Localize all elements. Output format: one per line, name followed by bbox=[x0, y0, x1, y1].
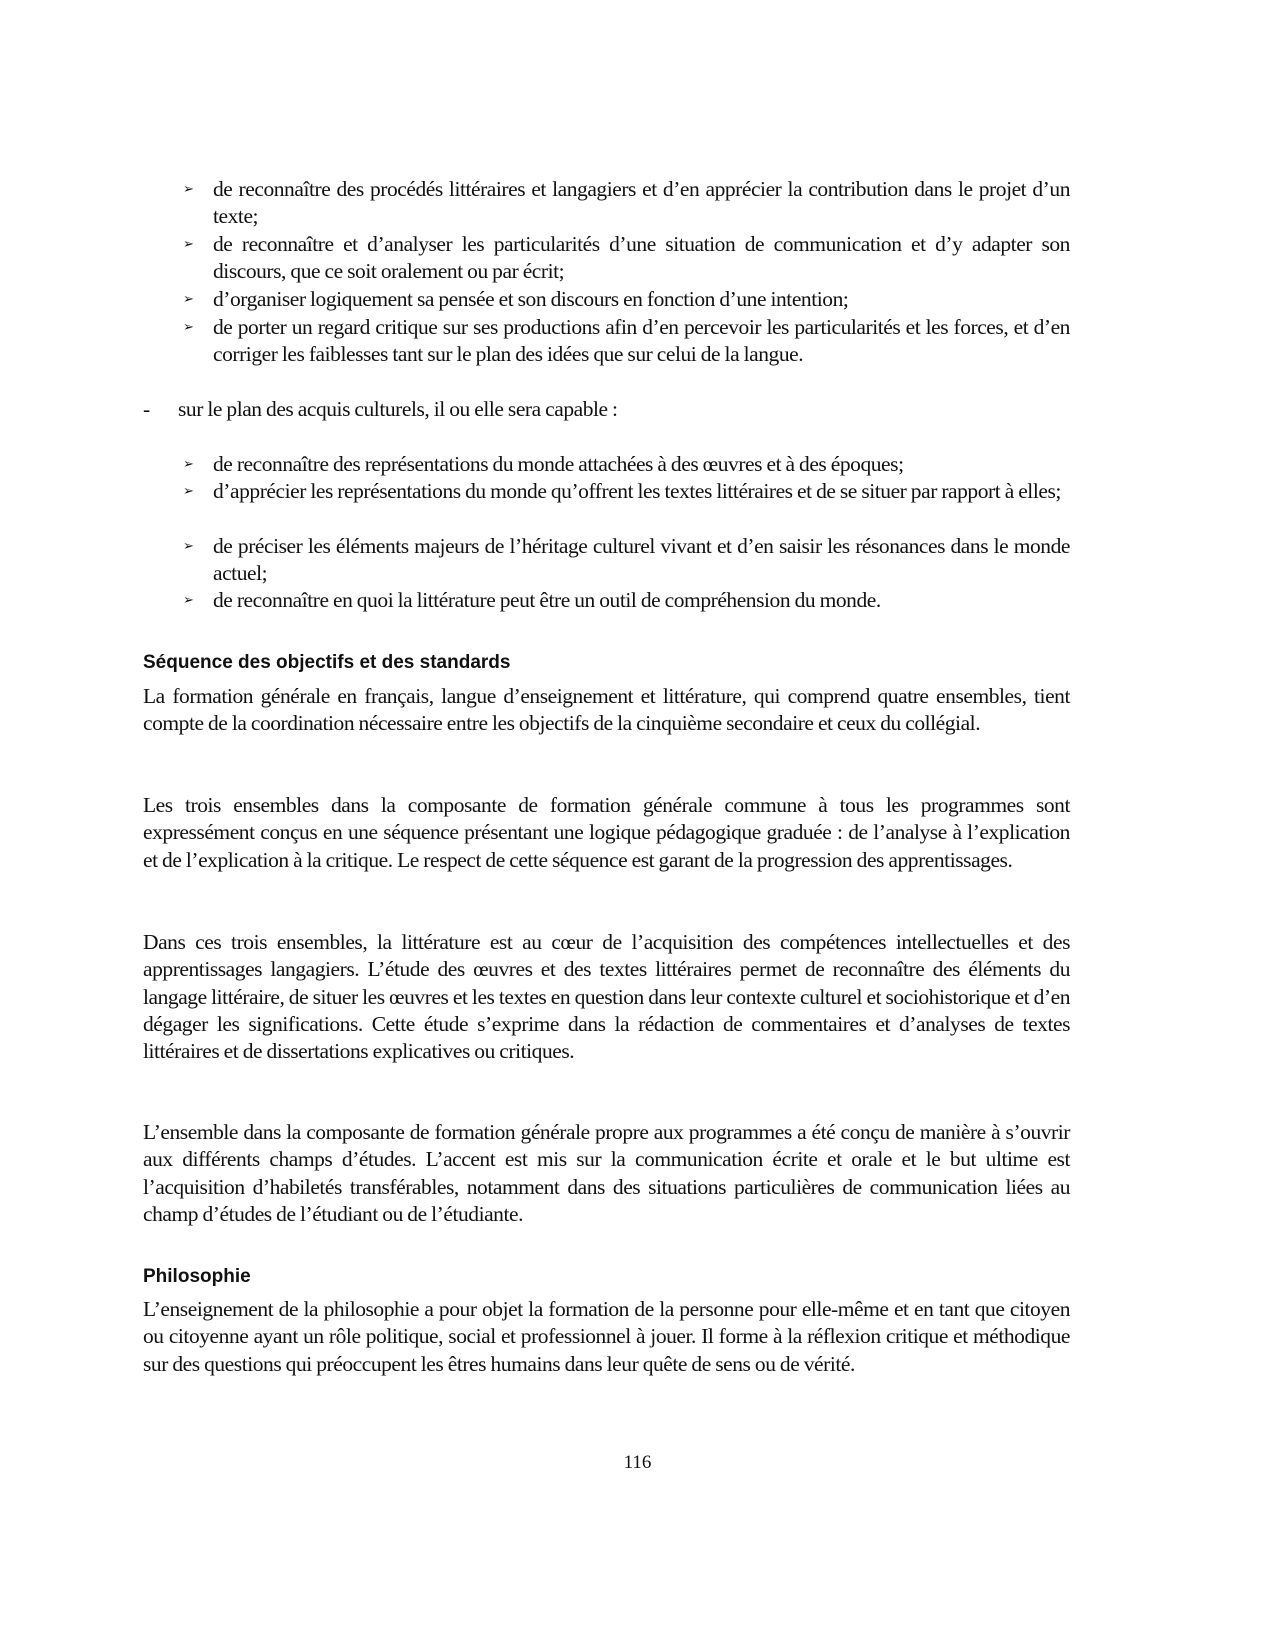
arrow-bullet-icon: ➢ bbox=[183, 320, 194, 335]
paragraph: Dans ces trois ensembles, la littérature est au cœur de l’acquisition des compétences intellectuelles et des apprentissages langagiers. L’étude des œuvres et des textes littéraires permet de reconnaître des éléments du langage littéraire, de situer les œuvres et les textes en question dans leur contexte culturel et sociohistorique et d’en dégager les significations. Cette étude s’exprime dans la rédaction de commentaires et d’analyses de textes littéraires et de dissertations explicatives ou critiques. bbox=[143, 930, 1071, 1064]
bullet-item bbox=[183, 451, 1070, 478]
bullet-text: de préciser les éléments majeurs de l’héritage culturel vivant et d’en saisir les résonances dans le monde actuel; bbox=[213, 534, 1070, 586]
bullet-item bbox=[183, 176, 1070, 231]
arrow-bullet-icon: ➢ bbox=[183, 292, 194, 307]
arrow-bullet-icon: ➢ bbox=[183, 539, 194, 554]
bullet-text: d’apprécier les représentations du monde qu’offrent les textes littéraires et de se situer par rapport à elles; bbox=[213, 479, 1061, 503]
bullet-text: de reconnaître des représentations du monde attachées à des œuvres et à des époques; bbox=[213, 452, 904, 476]
arrow-bullet-icon: ➢ bbox=[183, 593, 194, 608]
bullet-item bbox=[183, 533, 1070, 588]
bullet-text: d’organiser logiquement sa pensée et son discours en fonction d’une intention; bbox=[213, 287, 849, 311]
bullet-item bbox=[183, 587, 1070, 614]
dash-marker: - bbox=[143, 397, 150, 421]
arrow-bullet-icon: ➢ bbox=[183, 182, 194, 197]
bullet-item bbox=[183, 478, 1070, 505]
bullet-item bbox=[183, 286, 1070, 313]
section-heading: Séquence des objectifs et des standards bbox=[143, 652, 511, 673]
arrow-bullet-icon: ➢ bbox=[183, 457, 194, 472]
page-number: 116 bbox=[623, 1452, 652, 1473]
paragraph: L’ensemble dans la composante de formation générale propre aux programmes a été conçu de manière à s’ouvrir aux différents champs d’études. L’accent est mis sur la communication écrite et orale et le but ultime est l’acquisition d’habiletés transférables, notamment dans des situations particulières de communication liées au champ d’études de l’étudiant ou de l’étudiante. bbox=[143, 1120, 1070, 1226]
bullet-item bbox=[183, 231, 1070, 286]
bullet-text: de reconnaître en quoi la littérature peut être un outil de compréhension du monde. bbox=[213, 588, 881, 612]
paragraph: Les trois ensembles dans la composante de formation générale commune à tous les programmes sont expressément conçus en une séquence présentant une logique pédagogique graduée : de l’analyse à l’explication et de l’explication à la critique. Le respect de cette séquence est garant de la progression des apprentissages. bbox=[143, 793, 1070, 872]
arrow-bullet-icon: ➢ bbox=[183, 237, 194, 252]
arrow-bullet-icon: ➢ bbox=[183, 484, 194, 499]
paragraph: L’enseignement de la philosophie a pour objet la formation de la personne pour elle-même et en tant que citoyen ou citoyenne ayant un rôle politique, social et professionnel à jouer. Il forme à la réflexion critique et méthodique sur des questions qui préoccupent les êtres humains dans leur quête de sens ou de vérité. bbox=[143, 1297, 1070, 1376]
bullet-item bbox=[183, 314, 1070, 369]
paragraph: La formation générale en français, langue d’enseignement et littérature, qui comprend quatre ensembles, tient compte de la coordination nécessaire entre les objectifs de la cinquième secondaire et ceux du collégial. bbox=[143, 684, 1070, 736]
bullet-text: de porter un regard critique sur ses productions afin d’en percevoir les particularités et les forces, et d’en corriger les faiblesses tant sur le plan des idées que sur celui de la langue. bbox=[213, 315, 1070, 367]
bullet-text: de reconnaître des procédés littéraires et langagiers et d’en apprécier la contribution dans le projet d’un texte; bbox=[213, 177, 1070, 229]
section-heading: Philosophie bbox=[143, 1266, 251, 1287]
dash-item bbox=[143, 396, 1070, 423]
bullet-text: de reconnaître et d’analyser les particularités d’une situation de communication et d’y adapter son discours, que ce soit oralement ou par écrit; bbox=[213, 232, 1070, 284]
dash-text: sur le plan des acquis culturels, il ou elle sera capable : bbox=[178, 397, 618, 421]
